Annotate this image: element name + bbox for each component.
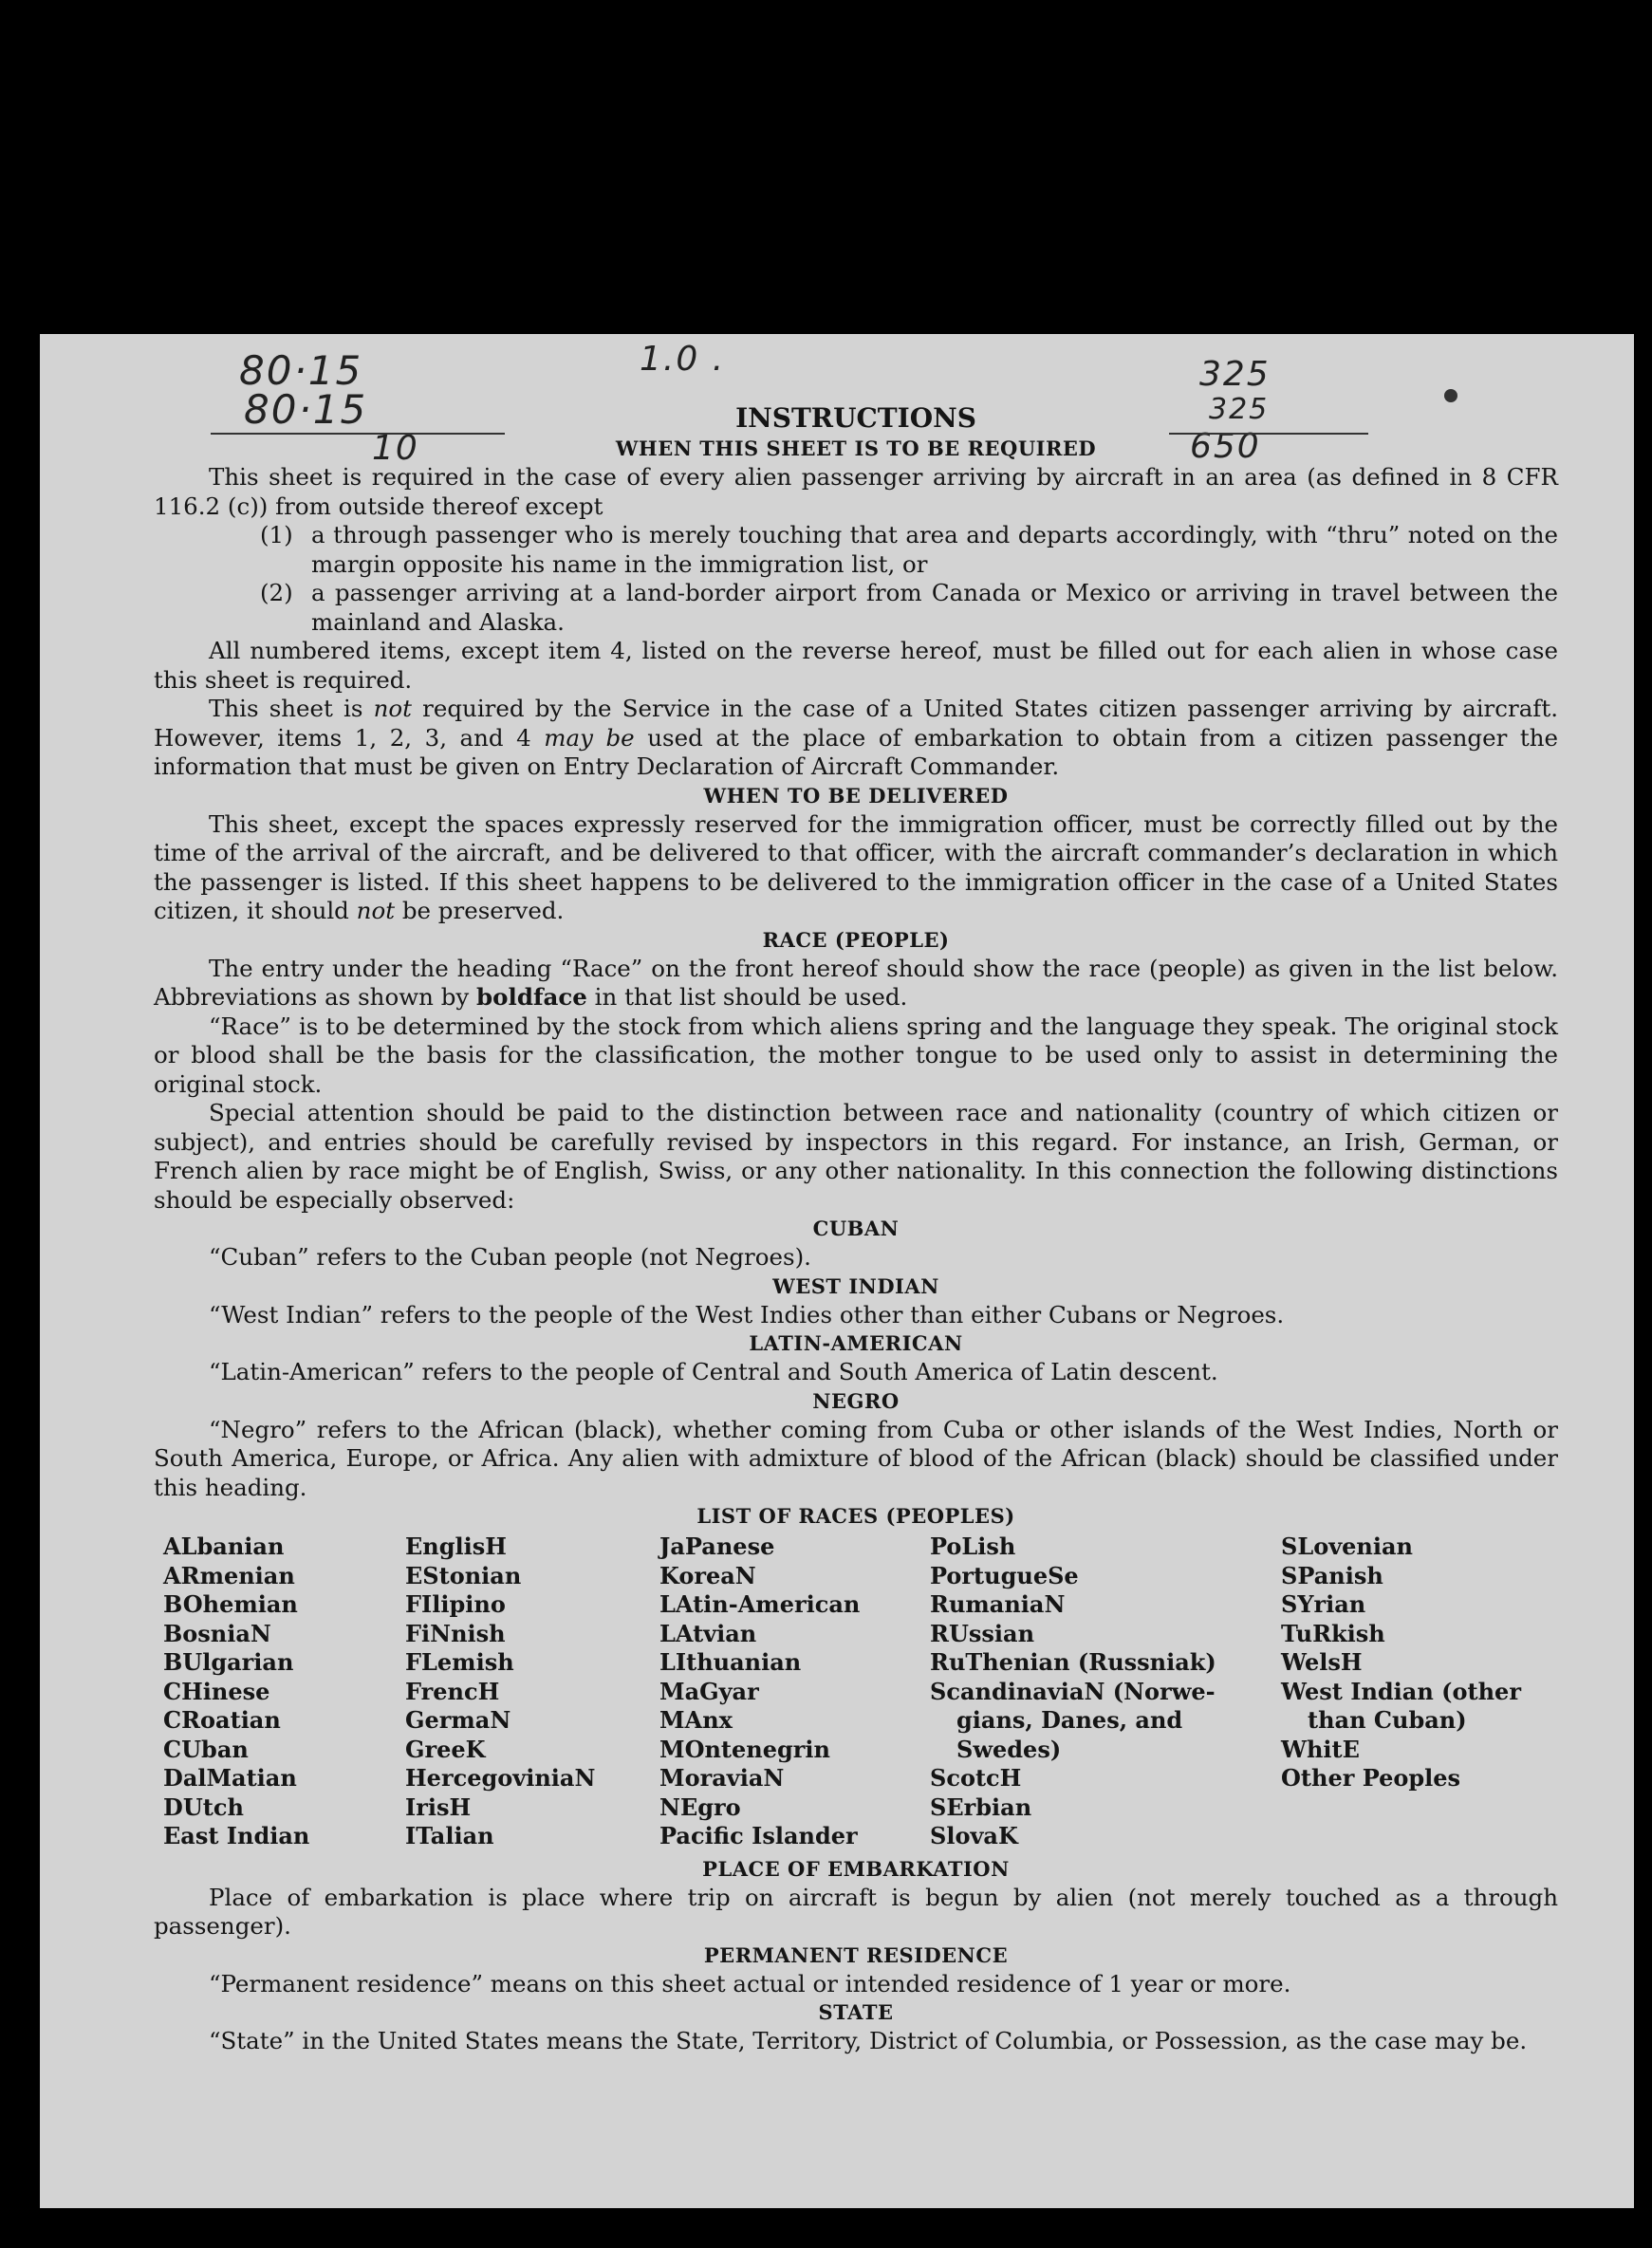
race-item: gians, Danes, and xyxy=(956,1706,1183,1734)
race-item: Other Peoples xyxy=(1281,1764,1461,1792)
race-item: SPanish xyxy=(1281,1561,1383,1589)
race-item: West Indian (other xyxy=(1281,1677,1521,1705)
races-column xyxy=(659,1533,930,1851)
handwritten-note: 80·15 xyxy=(239,347,363,394)
race-item: Swedes) xyxy=(956,1735,1062,1763)
race-item: IrisH xyxy=(405,1793,472,1821)
paragraph xyxy=(154,955,1558,1013)
section-heading: PERMANENT RESIDENCE xyxy=(703,1942,1009,1967)
race-item: SLovenian xyxy=(1281,1533,1413,1560)
race-item: FiNnish xyxy=(405,1619,506,1647)
race-item: SYrian xyxy=(1281,1590,1366,1618)
race-item: EnglisH xyxy=(405,1533,507,1560)
races-column xyxy=(1281,1533,1528,1851)
race-item: BUlgarian xyxy=(163,1648,294,1676)
item-text: a through passenger who is merely touching that area and departs accordingly, with “thru” noted on the margin opposite his name in the immigration list, or xyxy=(311,521,1558,578)
race-item: LIthuanian xyxy=(659,1648,802,1676)
paragraph: “Cuban” refers to the Cuban people (not Negroes). xyxy=(209,1243,811,1271)
handwritten-note: 10 xyxy=(372,429,419,468)
punch-dot xyxy=(1444,389,1457,402)
section-heading: LIST OF RACES (PEOPLES) xyxy=(696,1504,1015,1528)
race-item: PoLish xyxy=(930,1533,1016,1560)
race-item: GermaN xyxy=(405,1706,511,1734)
section-heading: RACE (PEOPLE) xyxy=(762,927,950,952)
race-item: FLemish xyxy=(405,1648,514,1676)
race-item: WhitE xyxy=(1281,1735,1360,1763)
emphasis: not xyxy=(373,695,412,722)
race-item: BosniaN xyxy=(163,1619,271,1647)
paragraph: “Negro” refers to the African (black), whether coming from Cuba or other islands of the West Indies, North or South America, Europe, or Africa. Any alien with admixture of blood of the African (black) should be classified under this heading. xyxy=(154,1415,1558,1501)
text-run: required by the Service in the case of a United States citizen passenger arriving by aircraft. However, items 1, 2, 3, and 4 xyxy=(154,695,1558,752)
race-item: MoraviaN xyxy=(659,1764,785,1792)
section-heading: WHEN THIS SHEET IS TO BE REQUIRED xyxy=(615,437,1097,460)
race-item: RuThenian (Russniak) xyxy=(930,1648,1216,1676)
paragraph: Place of embarkation is place where trip on aircraft is begun by alien (not merely touched as a through passenger). xyxy=(154,1883,1558,1940)
race-item: RumaniaN xyxy=(930,1590,1066,1618)
handwritten-note: 80·15 xyxy=(244,386,368,433)
race-item: BOhemian xyxy=(163,1590,298,1618)
item-text: a passenger arriving at a land-border airport from Canada or Mexico or arriving in travel between the mainland and Alaska. xyxy=(311,579,1558,636)
race-item: CRoatian xyxy=(163,1706,281,1734)
emphasis: not xyxy=(356,897,396,924)
race-item: SErbian xyxy=(930,1793,1032,1821)
race-item: PortugueSe xyxy=(930,1561,1079,1589)
race-item: ALbanian xyxy=(163,1533,285,1560)
race-item: WelsH xyxy=(1281,1648,1363,1676)
race-item: ITalian xyxy=(405,1822,494,1849)
race-item: MOntenegrin xyxy=(659,1735,830,1763)
race-item: SlovaK xyxy=(930,1822,1018,1849)
text-run: be preserved. xyxy=(395,897,565,924)
race-item: EStonian xyxy=(405,1561,522,1589)
race-item: JaPanese xyxy=(659,1533,775,1560)
paragraph: “Race” is to be determined by the stock from which aliens spring and the language they speak. The original stock or blood shall be the basis for the classification, the mother tongue to be used only to assist in determining the original stock. xyxy=(154,1012,1558,1098)
race-item: LAtin-American xyxy=(659,1590,861,1618)
section-heading: WEST INDIAN xyxy=(772,1273,939,1298)
handwritten-note: 1.0 . xyxy=(640,340,726,379)
section-heading: NEGRO xyxy=(812,1388,900,1413)
race-item: CUban xyxy=(163,1735,249,1763)
list-item xyxy=(260,521,1558,579)
page-title: INSTRUCTIONS xyxy=(735,402,976,434)
paragraph xyxy=(154,695,1558,782)
race-item: RUssian xyxy=(930,1619,1035,1647)
bold-text: boldface xyxy=(476,983,587,1011)
section-heading: CUBAN xyxy=(812,1217,900,1240)
section-heading: PLACE OF EMBARKATION xyxy=(702,1856,1010,1881)
race-item: CHinese xyxy=(163,1677,270,1705)
race-item: East Indian xyxy=(163,1822,310,1849)
race-item: NEgro xyxy=(659,1793,741,1821)
race-item: DalMatian xyxy=(163,1764,297,1792)
races-column xyxy=(163,1533,405,1851)
item-number: (2) xyxy=(260,579,293,606)
paragraph: “Permanent residence” means on this sheet actual or intended residence of 1 year or more. xyxy=(209,1969,1291,1997)
handwritten-note: 325 xyxy=(1199,355,1271,394)
race-item: FIlipino xyxy=(405,1590,506,1618)
races-column xyxy=(405,1533,659,1851)
race-item: MAnx xyxy=(659,1706,733,1734)
race-item: GreeK xyxy=(405,1735,486,1763)
text-run: used at the place of embarkation to obtain from a citizen passenger the information that must be given on Entry Declaration of Aircraft Commander. xyxy=(154,723,1558,780)
paragraph: “Latin-American” refers to the people of Central and South America of Latin descent. xyxy=(209,1358,1218,1385)
handwritten-note: 325 xyxy=(1209,393,1270,426)
instruction-sheet xyxy=(40,334,1634,2208)
paragraph xyxy=(154,810,1558,926)
text-run: This sheet is xyxy=(209,695,374,722)
paragraph: All numbered items, except item 4, listed on the reverse hereof, must be filled out for each alien in whose case this sheet is required. xyxy=(154,637,1558,694)
race-item: DUtch xyxy=(163,1793,244,1821)
race-item: MaGyar xyxy=(659,1677,759,1705)
list-item xyxy=(260,579,1558,637)
race-item: than Cuban) xyxy=(1308,1706,1467,1734)
paragraph: This sheet is required in the case of every alien passenger arriving by aircraft in an area (as defined in 8 CFR 116.2 (c)) from outside thereof except xyxy=(154,463,1558,520)
paragraph: Special attention should be paid to the distinction between race and nationality (country of which citizen or subject), and entries should be carefully revised by inspectors in this regard. For instance, an Irish, German, or French alien by race might be of English, Swiss, or any other nationality. In this connection the following distinctions should be especially observed: xyxy=(154,1099,1558,1214)
paragraph: “State” in the United States means the State, Territory, District of Columbia, or Possession, as the case may be. xyxy=(209,2027,1528,2054)
race-item: Pacific Islander xyxy=(659,1822,858,1849)
section-heading: WHEN TO BE DELIVERED xyxy=(703,783,1009,808)
paragraph: “West Indian” refers to the people of the West Indies other than either Cubans or Negroes. xyxy=(209,1300,1285,1328)
section-heading: STATE xyxy=(818,2000,894,2024)
race-item: ARmenian xyxy=(163,1561,295,1589)
race-item: HercegoviniaN xyxy=(405,1764,596,1792)
handwritten-note: 650 xyxy=(1190,427,1261,466)
race-item: FrencH xyxy=(405,1677,500,1705)
item-number: (1) xyxy=(260,521,293,548)
text-run: in that list should be used. xyxy=(586,983,908,1011)
text-run: This sheet, except the spaces expressly reserved for the immigration officer, must be correctly filled out by the time of the arrival of the aircraft, and be delivered to that officer, with the aircraft commander’s declaration in which the passenger is listed. If this sheet happens to be delivered to the immigration officer in the case of a United States citizen, it should xyxy=(154,809,1558,924)
race-item: KoreaN xyxy=(659,1561,756,1589)
races-column xyxy=(930,1533,1281,1851)
race-item: TuRkish xyxy=(1281,1619,1385,1647)
race-item: ScotcH xyxy=(930,1764,1022,1792)
races-list xyxy=(163,1533,1558,1851)
text-run: The entry under the heading “Race” on the front hereof should show the race (people) as given in the list below. Abbreviations as shown by xyxy=(154,954,1558,1011)
race-item: ScandinaviaN (Norwe- xyxy=(930,1677,1216,1705)
section-heading: LATIN-AMERICAN xyxy=(749,1331,963,1355)
race-item: LAtvian xyxy=(659,1619,757,1647)
emphasis: may be xyxy=(544,723,635,752)
instructions-body xyxy=(154,402,1558,2056)
